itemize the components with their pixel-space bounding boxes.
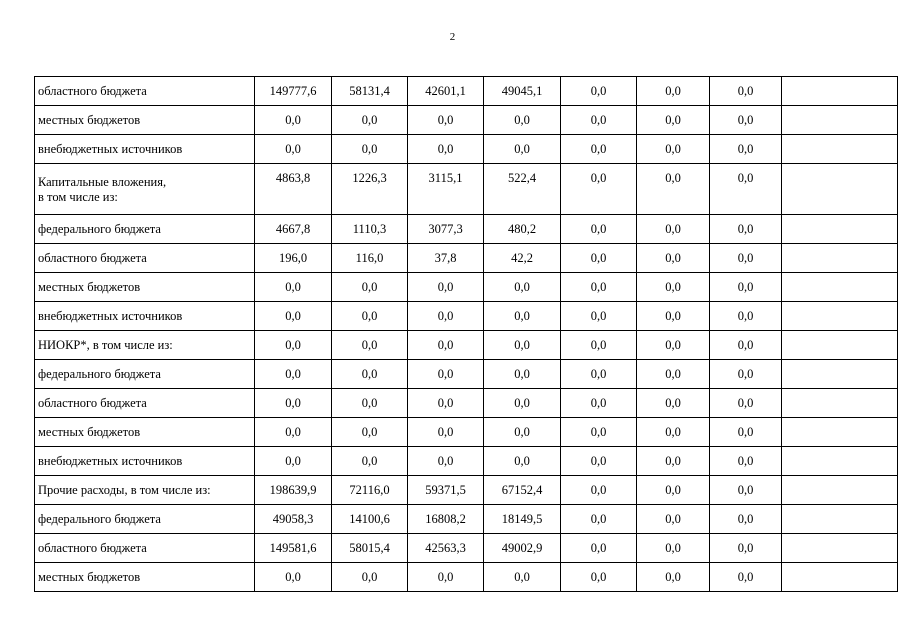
value-cell: 0,0	[637, 164, 710, 215]
value-cell: 0,0	[484, 331, 561, 360]
value-cell: 0,0	[710, 164, 782, 215]
value-cell: 0,0	[710, 534, 782, 563]
value-cell: 0,0	[637, 215, 710, 244]
value-cell: 0,0	[710, 476, 782, 505]
value-cell: 0,0	[408, 563, 484, 592]
value-cell: 0,0	[710, 215, 782, 244]
value-cell: 149581,6	[255, 534, 332, 563]
value-cell: 0,0	[637, 273, 710, 302]
value-cell: 0,0	[484, 389, 561, 418]
value-cell: 0,0	[561, 534, 637, 563]
table-row	[35, 563, 898, 592]
row-label: федерального бюджета	[35, 505, 255, 534]
value-cell: 0,0	[710, 273, 782, 302]
value-cell: 42563,3	[408, 534, 484, 563]
value-cell: 0,0	[484, 302, 561, 331]
value-cell: 0,0	[710, 505, 782, 534]
value-cell: 42,2	[484, 244, 561, 273]
value-cell	[782, 164, 898, 215]
value-cell: 1110,3	[332, 215, 408, 244]
value-cell: 0,0	[561, 418, 637, 447]
value-cell: 0,0	[484, 135, 561, 164]
value-cell: 0,0	[561, 77, 637, 106]
value-cell: 0,0	[255, 563, 332, 592]
value-cell: 0,0	[408, 302, 484, 331]
value-cell: 0,0	[561, 360, 637, 389]
value-cell	[782, 418, 898, 447]
value-cell: 0,0	[408, 447, 484, 476]
value-cell: 0,0	[710, 244, 782, 273]
value-cell: 0,0	[637, 505, 710, 534]
value-cell: 0,0	[710, 447, 782, 476]
value-cell: 0,0	[561, 331, 637, 360]
value-cell: 0,0	[637, 447, 710, 476]
value-cell: 1226,3	[332, 164, 408, 215]
table-row	[35, 418, 898, 447]
value-cell: 0,0	[255, 302, 332, 331]
value-cell	[782, 244, 898, 273]
value-cell: 3115,1	[408, 164, 484, 215]
value-cell: 0,0	[561, 106, 637, 135]
value-cell	[782, 135, 898, 164]
value-cell: 0,0	[332, 389, 408, 418]
value-cell: 149777,6	[255, 77, 332, 106]
value-cell: 0,0	[561, 164, 637, 215]
value-cell: 14100,6	[332, 505, 408, 534]
value-cell: 67152,4	[484, 476, 561, 505]
value-cell: 0,0	[255, 360, 332, 389]
row-label: НИОКР*, в том числе из:	[35, 331, 255, 360]
value-cell: 0,0	[484, 563, 561, 592]
value-cell: 0,0	[332, 106, 408, 135]
value-cell: 59371,5	[408, 476, 484, 505]
value-cell	[782, 563, 898, 592]
value-cell: 196,0	[255, 244, 332, 273]
value-cell: 0,0	[255, 331, 332, 360]
value-cell: 0,0	[637, 302, 710, 331]
table-row	[35, 215, 898, 244]
value-cell: 0,0	[561, 476, 637, 505]
value-cell: 0,0	[637, 563, 710, 592]
value-cell	[782, 505, 898, 534]
value-cell: 0,0	[408, 106, 484, 135]
value-cell: 0,0	[484, 273, 561, 302]
value-cell: 0,0	[710, 302, 782, 331]
value-cell: 0,0	[255, 389, 332, 418]
table-row	[35, 447, 898, 476]
table-row	[35, 389, 898, 418]
table-row	[35, 476, 898, 505]
value-cell: 18149,5	[484, 505, 561, 534]
row-label: местных бюджетов	[35, 273, 255, 302]
value-cell: 0,0	[408, 273, 484, 302]
row-label: внебюджетных источников	[35, 302, 255, 331]
row-label: федерального бюджета	[35, 215, 255, 244]
value-cell: 0,0	[332, 135, 408, 164]
value-cell: 0,0	[255, 106, 332, 135]
table-row	[35, 302, 898, 331]
value-cell: 0,0	[255, 273, 332, 302]
row-label: местных бюджетов	[35, 563, 255, 592]
value-cell: 0,0	[637, 135, 710, 164]
row-label: внебюджетных источников	[35, 135, 255, 164]
value-cell	[782, 389, 898, 418]
value-cell: 0,0	[408, 331, 484, 360]
table-row	[35, 273, 898, 302]
value-cell: 0,0	[561, 135, 637, 164]
value-cell: 0,0	[332, 273, 408, 302]
value-cell: 0,0	[637, 476, 710, 505]
value-cell: 0,0	[255, 447, 332, 476]
value-cell	[782, 447, 898, 476]
value-cell: 0,0	[255, 135, 332, 164]
row-label: федерального бюджета	[35, 360, 255, 389]
row-label: Капитальные вложения, в том числе из:	[35, 164, 255, 215]
table-row	[35, 164, 898, 215]
budget-table	[34, 76, 898, 592]
value-cell	[782, 106, 898, 135]
value-cell: 0,0	[561, 447, 637, 476]
row-label: областного бюджета	[35, 77, 255, 106]
value-cell: 198639,9	[255, 476, 332, 505]
value-cell: 0,0	[637, 360, 710, 389]
value-cell: 0,0	[637, 331, 710, 360]
value-cell: 0,0	[710, 389, 782, 418]
value-cell: 0,0	[710, 77, 782, 106]
value-cell: 0,0	[561, 302, 637, 331]
row-label: Прочие расходы, в том числе из:	[35, 476, 255, 505]
value-cell: 49045,1	[484, 77, 561, 106]
value-cell: 0,0	[561, 244, 637, 273]
value-cell: 0,0	[332, 331, 408, 360]
value-cell: 3077,3	[408, 215, 484, 244]
value-cell: 0,0	[408, 360, 484, 389]
value-cell: 0,0	[484, 360, 561, 389]
row-label: местных бюджетов	[35, 418, 255, 447]
value-cell: 0,0	[637, 244, 710, 273]
table-row	[35, 360, 898, 389]
value-cell: 58131,4	[332, 77, 408, 106]
table-row	[35, 106, 898, 135]
value-cell: 72116,0	[332, 476, 408, 505]
value-cell: 0,0	[561, 273, 637, 302]
value-cell: 49058,3	[255, 505, 332, 534]
value-cell: 0,0	[332, 447, 408, 476]
table-row	[35, 505, 898, 534]
value-cell: 0,0	[561, 215, 637, 244]
value-cell: 0,0	[710, 418, 782, 447]
value-cell: 116,0	[332, 244, 408, 273]
row-label: областного бюджета	[35, 389, 255, 418]
value-cell: 0,0	[710, 331, 782, 360]
table-body	[35, 77, 898, 592]
value-cell: 0,0	[710, 135, 782, 164]
table-row	[35, 244, 898, 273]
table-row	[35, 135, 898, 164]
value-cell	[782, 302, 898, 331]
table-row	[35, 77, 898, 106]
row-label: внебюджетных источников	[35, 447, 255, 476]
value-cell: 0,0	[332, 418, 408, 447]
value-cell	[782, 360, 898, 389]
value-cell: 0,0	[484, 418, 561, 447]
table-row	[35, 331, 898, 360]
value-cell: 0,0	[408, 389, 484, 418]
value-cell: 0,0	[408, 418, 484, 447]
value-cell: 0,0	[637, 418, 710, 447]
value-cell: 480,2	[484, 215, 561, 244]
value-cell: 37,8	[408, 244, 484, 273]
value-cell: 42601,1	[408, 77, 484, 106]
value-cell: 0,0	[484, 447, 561, 476]
value-cell: 0,0	[710, 360, 782, 389]
value-cell: 58015,4	[332, 534, 408, 563]
value-cell: 0,0	[710, 106, 782, 135]
value-cell: 4667,8	[255, 215, 332, 244]
value-cell: 0,0	[561, 389, 637, 418]
value-cell: 0,0	[637, 77, 710, 106]
page-number: 2	[449, 31, 456, 43]
value-cell: 0,0	[484, 106, 561, 135]
value-cell: 0,0	[332, 302, 408, 331]
row-label: местных бюджетов	[35, 106, 255, 135]
value-cell: 16808,2	[408, 505, 484, 534]
value-cell	[782, 331, 898, 360]
value-cell	[782, 215, 898, 244]
row-label: областного бюджета	[35, 244, 255, 273]
value-cell: 49002,9	[484, 534, 561, 563]
value-cell: 0,0	[408, 135, 484, 164]
value-cell: 0,0	[637, 389, 710, 418]
value-cell: 0,0	[710, 563, 782, 592]
value-cell: 0,0	[255, 418, 332, 447]
table-row	[35, 534, 898, 563]
value-cell	[782, 273, 898, 302]
row-label: областного бюджета	[35, 534, 255, 563]
value-cell: 0,0	[637, 534, 710, 563]
value-cell	[782, 534, 898, 563]
value-cell	[782, 77, 898, 106]
value-cell: 522,4	[484, 164, 561, 215]
value-cell: 0,0	[332, 360, 408, 389]
value-cell: 0,0	[332, 563, 408, 592]
value-cell	[782, 476, 898, 505]
value-cell: 0,0	[561, 505, 637, 534]
value-cell: 4863,8	[255, 164, 332, 215]
value-cell: 0,0	[637, 106, 710, 135]
value-cell: 0,0	[561, 563, 637, 592]
